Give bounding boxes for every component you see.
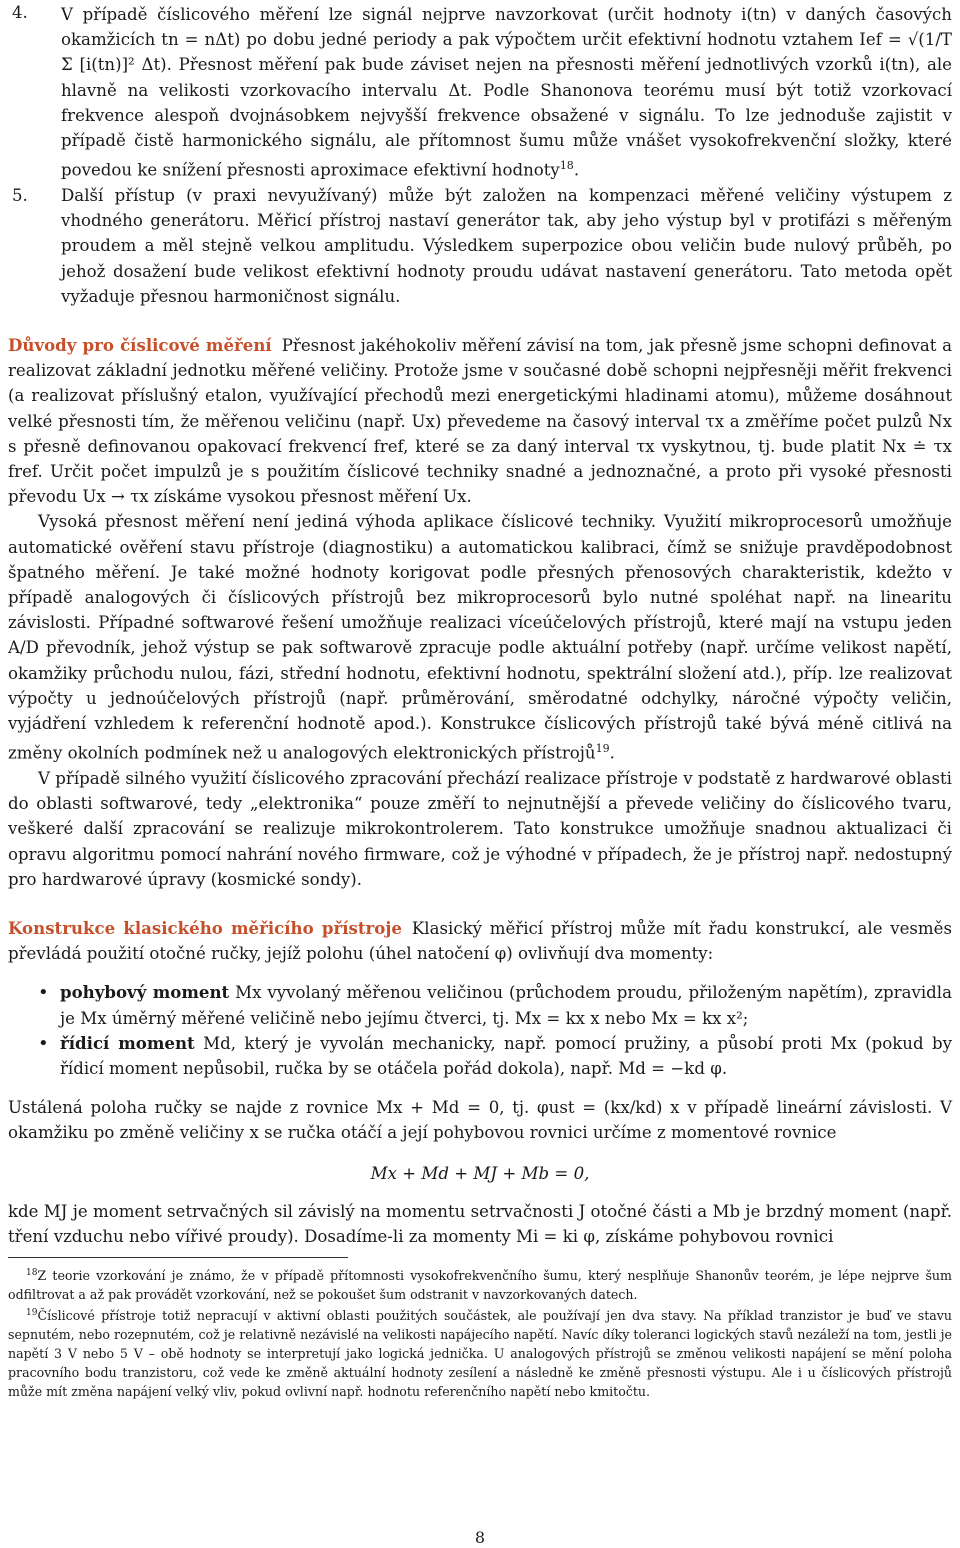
reasons-paragraph-1 <box>8 333 952 509</box>
paragraph-text: Ustálená poloha ručky se najde z rovnice Mx + Md = 0, tj. φust = (kx/kd) x v případě lineární závislosti. V okamžiku po změně veličiny x se ručka otáčí a její pohybovou rovnici určíme z momentové rovnice <box>8 1098 952 1143</box>
bullet-term: řídicí moment <box>60 1032 195 1053</box>
bullet-item <box>8 1031 952 1081</box>
list-number: 5. <box>12 185 28 205</box>
bullet-text: Mx vyvolaný měřenou veličinou (průchodem proudu, přiloženým napětím), zpravidla je Mx úměrný měřené veličině nebo jejímu čtverci, tj. Mx = kx x nebo Mx = kx x²; <box>60 983 952 1028</box>
paragraph-tail: . <box>609 743 615 763</box>
paragraph-text: kde MJ je moment setrvačných sil závislý na momentu setrvačnosti J otočné části a Mb je brzdný moment (např. tření vzduchu nebo vířivé proudy). Dosadíme-li za momenty Mi = ki φ, získáme pohybovou rovnici <box>8 1201 952 1246</box>
paragraph-text: Přesnost jakéhokoliv měření závisí na tom, jak přesně jsme schopni definovat a realizovat základní jednotku měřené veličiny. Protože jsme v současné době schopni nejpřesněji měřit frekvenci (a realizovat příslušný etalon, využívající přechodů mezi energetickými hladinami atomu), můžeme dosáhnout velké přesnosti tím, že měřenou veličinu (např. Ux) převedeme na časový interval τx a změříme počet pulzů Nx s přesně definovanou opakovací frekvencí fref, které se za daný interval τx vyskytnou, tj. bude platit Nx ≐ τx fref. Určit počet impulzů je s použitím číslicové techniky snadné a jednoznačné, a proto při vysoké přesnosti převodu Ux → τx získáme vysokou přesnost měření Ux. <box>8 335 952 507</box>
section-construction <box>8 916 952 1249</box>
list-item-text: V případě číslicového měření lze signál nejprve navzorkovat (určit hodnoty i(tn) v daných časových okamžicích tn = nΔt) po dobu jedné periody a pak výpočtem určit efektivní hodnotu vztahem Ief = √(1/T Σ [i(tn)]² Δt). Přesnost měření pak bude záviset nejen na přesnosti měření jednotlivých vzorků i(tn), ale hlavně na velikosti vzorkovacího intervalu Δt. Podle Shanonova teorému musí být totiž vzorkovací frekvence alespoň dvojnásobkem nejvyšší frekvence obsažené v signálu. To lze jednoduše zajistit v případě čistě harmonického signálu, ale přítomnost šumu může vnášet vysokofrekvenční složky, které povedou ke snížení přesnosti aproximace efektivní hodnoty <box>61 5 952 180</box>
footnote-19 <box>8 1304 952 1401</box>
section-reasons <box>8 333 952 892</box>
section-heading-reasons: Důvody pro číslicové měření <box>8 334 272 355</box>
list-item-text: Další přístup (v praxi nevyužívaný) může být založen na kompenzaci měřené veličiny výstupem z vhodného generátoru. Měřicí přístroj nastaví generátor tak, aby jeho výstup byl v protifázi s měřeným proudem a měl stejně velkou amplitudu. Výsledkem superpozice obou veličin bude nulový průběh, po jehož dosažení bude velikost efektivní hodnoty proudu udávat nastavení generátoru. Tato metoda opět vyžaduje přesnou harmoničnost signálu. <box>61 185 952 306</box>
footnote-text: Číslicové přístroje totiž nepracují v aktivní oblasti použitých součástek, ale používají jen dva stavy. Na příklad tranzistor je buď ve stavu sepnutém, nebo rozepnutém, což je relativně nezávislé na velikosti napájecího napětí. Navíc díky toleranci logických stavů nezáleží na tom, jestli je napětí 3 V nebo 5 V – obě hodnoty se interpretují jako logická jednička. U analogových přístrojů se změnou velikosti napájení se mění poloha pracovního bodu tranzistoru, což vede ke změně aktuální hodnoty zesílení a následně ke změně přesnosti výstupu. Ale i u číslicových přístrojů může mít změna napájení velký vliv, pokud ovlivní např. hodnotu referenčního napětí nebo kmitočtu. <box>8 1308 952 1400</box>
footnote-mark: 19 <box>26 1308 38 1319</box>
page-number: 8 <box>474 1528 486 1547</box>
bullet-term: pohybový moment <box>60 982 230 1003</box>
moment-list <box>8 980 952 1081</box>
paragraph-text: Vysoká přesnost měření není jediná výhoda aplikace číslicové techniky. Využití mikroprocesorů umožňuje automatické ověření stavu přístroje (diagnostiku) a automatickou kalibraci, čímž se snižuje pravděpodobnost špatného měření. Je také možné hodnoty korigovat podle přesných přenosových charakteristik, kdežto v případě analogových či číslicových přístrojů bez mikroprocesorů bylo nutné spoléhat např. na linearitu závislosti. Případné softwarové řešení umožňuje realizaci víceúčelových přístrojů, které mají na vstupu jeden A/D převodník, jehož výstup se pak softwarově zpracuje podle aktuální potřeby (např. určíme velikost napětí, okamžiky průchodu nulou, fázi, střední hodnotu, efektivní hodnotu, spektrální složení atd.), příp. lze realizovat výpočty u jednoúčelových přístrojů (např. průměrování, směrodatné odchylky, náročné výpočty veličin, vyjádření vzhledem k referenční hodnotě apod.). Konstrukce číslicových přístrojů také bývá méně citlivá na změny okolních podmínek než u analogových elektronických přístrojů <box>8 512 952 763</box>
reasons-paragraph-3 <box>8 766 952 892</box>
footnote-ref-18[interactable]: 18 <box>559 159 574 173</box>
footnote-18 <box>8 1264 952 1304</box>
list-item-tail: . <box>573 160 580 180</box>
paragraph-text: Klasický měřicí přístroj může mít řadu konstrukcí, ale vesměs převládá použití otočné ručky, jejíž polohu (úhel natočení φ) ovlivňují dva momenty: <box>8 918 952 964</box>
footnote-text: Z teorie vzorkování je známo, že v případě přítomnosti vysokofrekvenčního šumu, který nesplňuje Shanonův teorém, je lépe nejprve šum odfiltrovat a až pak provádět vzorkování, než se pokoušet šum odstranit v navzorkovaných datech. <box>8 1268 952 1303</box>
footnote-rule <box>8 1257 348 1258</box>
footnote-mark: 18 <box>26 1268 38 1278</box>
footnotes <box>8 1257 952 1401</box>
construction-paragraph <box>8 1095 952 1145</box>
section-heading-construction: Konstrukce klasického měřicího přístroje <box>8 917 402 938</box>
bullet-item <box>8 980 952 1030</box>
list-item-5 <box>8 183 952 309</box>
footnote-ref-19[interactable]: 19 <box>595 742 610 756</box>
construction-intro <box>8 916 952 966</box>
reasons-paragraph-2 <box>8 509 952 766</box>
list-number: 4. <box>12 3 28 22</box>
construction-paragraph-end <box>8 1199 952 1249</box>
moment-equation: Mx + Md + MJ + Mb = 0, <box>370 1163 590 1183</box>
bullet-text: Md, který je vyvolán mechanicky, např. pomocí pružiny, a působí proti Mx (pokud by řídicí moment nepůsobil, ručka by se otáčela pořád dokola), např. Md = −kd φ. <box>60 1033 953 1078</box>
list-item-4 <box>8 0 952 183</box>
paragraph-text: V případě silného využití číslicového zpracování přechází realizace přístroje v podstatě z hardwarové oblasti do oblasti softwarové, tedy „elektronika“ pouze změří to nejnutnější a převede veličiny do číslicového tvaru, veškeré další zpracování se realizuje mikrokontrolerem. Tato konstrukce umožňuje snadnou aktualizaci či opravu algoritmu pomocí nahrání nového firmware, což je výhodné v případech, že je přístroj např. nedostupný pro hardwarové úpravy (kosmické sondy). <box>8 768 952 889</box>
